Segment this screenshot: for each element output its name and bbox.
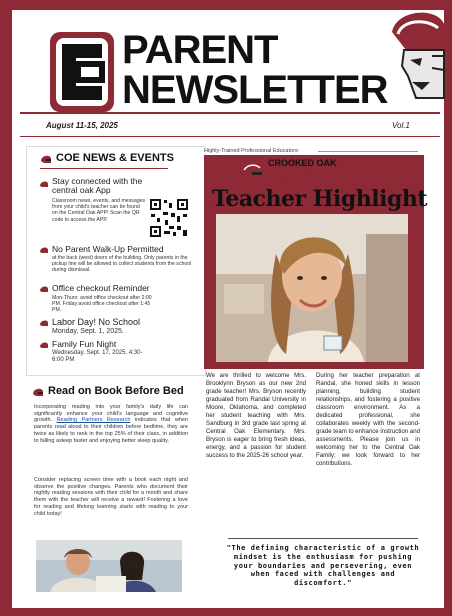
read-text: Incorporating reading into your family's daily life can significantly enhance your child's language and cognitive growth. bbox=[34, 404, 188, 424]
helmet-bullet-icon bbox=[40, 319, 48, 327]
quote-rule bbox=[228, 538, 418, 539]
coe-item-title: Stay connected with the central oak App bbox=[52, 176, 143, 195]
qr-code-icon[interactable] bbox=[149, 198, 189, 238]
read-paragraph-1 bbox=[34, 404, 188, 444]
newsletter-title-line2: NEWSLETTER bbox=[122, 68, 388, 112]
coe-item-body: at the back (west) doors of the building. Only parents in the pickup line will be allowed to collect students from the school during dismissal. bbox=[52, 255, 192, 274]
read-heading-text: Read on Book Before Bed bbox=[48, 385, 184, 397]
rufnex-helmet-icon bbox=[240, 160, 264, 182]
reading-photo bbox=[36, 540, 182, 592]
header-rule-lower bbox=[20, 136, 440, 137]
read-text: indicates that when parents read aloud to their children before bedtime, they are twice as likely to rank in the top 25% of their class, in addition to falling asleep faster and enjoying better sleep quality. bbox=[34, 417, 188, 444]
coe-heading-rule bbox=[40, 168, 168, 169]
reading-partners-link[interactable]: Reading Partners Research bbox=[56, 417, 131, 424]
coe-heading bbox=[40, 152, 174, 164]
issue-volume: Vol.1 bbox=[392, 121, 410, 130]
school-logo-icon bbox=[48, 30, 116, 114]
school-name-top: CROOKED OAK bbox=[268, 158, 337, 168]
coe-item-body: Wednesday, Sept. 17, 2025, 4:30-6:00 PM bbox=[52, 350, 143, 364]
mascot-icon bbox=[386, 6, 446, 102]
teacher-photo bbox=[216, 214, 408, 362]
coe-item-title: No Parent Walk-Up Permitted bbox=[52, 244, 164, 254]
helmet-icon bbox=[40, 153, 52, 164]
header-rule bbox=[20, 112, 440, 114]
helmet-bullet-icon bbox=[40, 246, 48, 254]
label-rule bbox=[318, 151, 418, 152]
read-paragraph-2: Consider replacing screen time with a book each night and observe the positive changes. Parents who document their nightly reading sessions with their child for a month and share them with the teacher will receive a reward! Fostering a love for reading and lifelong learning starts with reading to your child today! bbox=[34, 477, 188, 517]
helmet-icon bbox=[32, 386, 44, 397]
helmet-bullet-icon bbox=[40, 180, 48, 188]
read-heading bbox=[32, 385, 184, 397]
coe-item-title: Office checkout Reminder bbox=[52, 283, 150, 293]
newsletter-title-line1: PARENT bbox=[122, 28, 278, 72]
coe-item-body: Mon-Thurs: avoid office checkout after 2:00 PM. Friday:avoid office checkout after 1:45 PM. bbox=[52, 295, 152, 314]
teacher-highlight-heading: Teacher Highlight bbox=[212, 186, 428, 212]
helmet-bullet-icon bbox=[40, 341, 48, 349]
teacher-bio-col1: We are thrilled to welcome Mrs. Brooklynn Bryson as our new 2nd grade teacher! Mrs. Bryson recently graduated from Randal University in Moore, Oklahoma, and completed her student teaching with Mrs. Sandburg in 3rd grade last spring at Central Oak Elementary. Mrs. Bryson is eager to bring fresh ideas, energy, and a passion for student success to the 2025-26 school year. bbox=[206, 372, 306, 460]
school-mascot-name: RUF-NEX bbox=[268, 168, 334, 184]
coe-item-title: Family Fun Night bbox=[52, 339, 117, 349]
coe-item-body: Monday, Sept. 1, 2025. bbox=[52, 328, 124, 335]
coe-item-title: Labor Day! No School bbox=[52, 317, 141, 327]
highlight-label: Highly-Trained Professional Educators: bbox=[204, 148, 300, 154]
issue-date: August 11-15, 2025 bbox=[46, 121, 118, 130]
helmet-bullet-icon bbox=[40, 285, 48, 293]
teacher-bio-col2: During her teacher preparation at Randal, she honed skills in lesson planning, building student relationships, and fostering a positive classroom environment. As a dedicated professional, she collaborates weekly with the second-grade team to enhance instruction and assessments. Please join us in welcoming her to the Central Oak Family; we look forward to her contributions. bbox=[316, 372, 421, 468]
coe-item-body: Classroom news, events, and messages from your child's teacher can be found on the Central Oak APP! Scan the QR code to access the APP. bbox=[52, 198, 146, 223]
coe-heading-text: COE NEWS & EVENTS bbox=[56, 152, 174, 164]
growth-mindset-quote: "The defining characteristic of a growth mindset is the enthusiasm for pushing your boundaries and persevering, even when faced with challenges and discomfort." bbox=[226, 544, 420, 587]
